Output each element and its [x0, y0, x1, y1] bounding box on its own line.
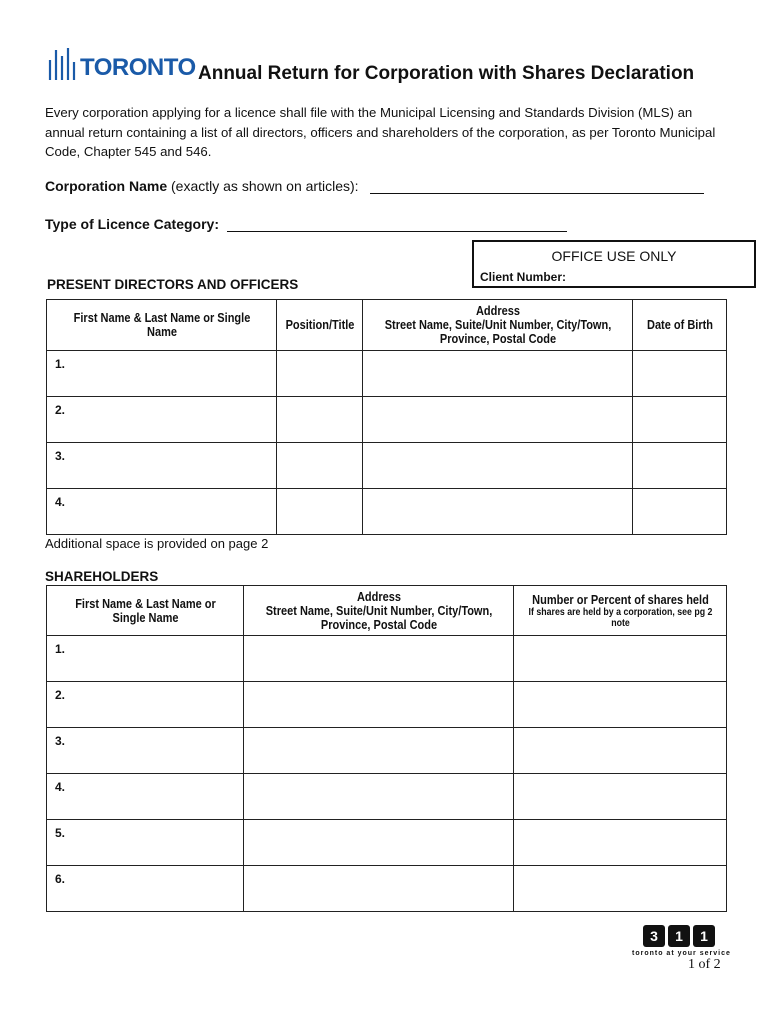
- shareholder-shares-cell[interactable]: [514, 820, 727, 866]
- shareholder-address-cell[interactable]: [244, 636, 514, 682]
- shareholder-name-cell[interactable]: [47, 728, 244, 774]
- shares-title: Number or Percent of shares held: [531, 592, 709, 607]
- licence-category-field[interactable]: [45, 216, 567, 232]
- director-address-cell[interactable]: [363, 489, 633, 535]
- shareholders-col-name: First Name & Last Name or Single Name: [58, 586, 231, 636]
- director-dob-cell[interactable]: [633, 351, 727, 397]
- shareholder-address-cell[interactable]: [244, 728, 514, 774]
- shareholder-name-cell[interactable]: [47, 866, 244, 912]
- shareholders-header-row: [47, 586, 727, 636]
- table-row: [47, 866, 727, 912]
- table-row: [47, 489, 727, 535]
- shareholder-address-cell[interactable]: [244, 866, 514, 912]
- shareholders-table: [46, 585, 727, 912]
- row-number: 2.: [55, 403, 66, 417]
- table-row: [47, 820, 727, 866]
- shareholder-shares-cell[interactable]: [514, 728, 727, 774]
- director-position-cell[interactable]: [277, 351, 363, 397]
- badge-caption: toronto at your service: [632, 950, 731, 957]
- licence-category-input-line[interactable]: [227, 231, 567, 232]
- corporation-name-hint: (exactly as shown on articles):: [171, 178, 359, 194]
- corporation-name-label: Corporation Name: [45, 178, 168, 194]
- table-row: [47, 682, 727, 728]
- directors-col-address: [379, 300, 617, 351]
- row-number: 1.: [55, 642, 66, 656]
- row-number: 4.: [55, 495, 66, 509]
- additional-space-note: Additional space is provided on page 2: [45, 536, 269, 551]
- row-number: 3.: [55, 734, 66, 748]
- badge-digit: 1: [668, 925, 690, 947]
- row-number: 5.: [55, 826, 66, 840]
- director-dob-cell[interactable]: [633, 397, 727, 443]
- shareholders-col-shares: [526, 586, 713, 636]
- shareholder-name-cell[interactable]: [47, 774, 244, 820]
- director-position-cell[interactable]: [277, 397, 363, 443]
- directors-col-position: Position/Title: [282, 300, 358, 351]
- director-dob-cell[interactable]: [633, 443, 727, 489]
- table-row: [47, 443, 727, 489]
- director-dob-cell[interactable]: [633, 489, 727, 535]
- table-row: [47, 351, 727, 397]
- shareholder-address-cell[interactable]: [244, 682, 514, 728]
- shareholders-heading: SHAREHOLDERS: [45, 569, 159, 584]
- corporation-name-field[interactable]: [45, 178, 704, 194]
- directors-address-title: Address: [475, 304, 520, 318]
- shareholder-shares-cell[interactable]: [514, 682, 727, 728]
- shares-note: If shares are held by a corporation, see pg 2 note: [528, 606, 712, 629]
- row-number: 1.: [55, 357, 66, 371]
- shareholder-shares-cell[interactable]: [514, 866, 727, 912]
- director-name-cell[interactable]: [47, 351, 277, 397]
- table-row: [47, 774, 727, 820]
- licence-category-label: Type of Licence Category:: [45, 216, 220, 232]
- shareholder-shares-cell[interactable]: [514, 774, 727, 820]
- shareholders-address-detail: Street Name, Suite/Unit Number, City/Town, Province, Postal Code: [265, 603, 492, 632]
- shareholder-address-cell[interactable]: [244, 774, 514, 820]
- shareholders-col-address: [260, 586, 498, 636]
- directors-header-row: [47, 300, 727, 351]
- page-title: Annual Return for Corporation with Shares Declaration: [198, 63, 695, 84]
- directors-table: [46, 299, 727, 535]
- office-use-title: OFFICE USE ONLY: [551, 248, 677, 264]
- logo-text: TORONTO: [80, 54, 196, 81]
- row-number: 3.: [55, 449, 66, 463]
- shareholder-name-cell[interactable]: [47, 682, 244, 728]
- row-number: 6.: [55, 872, 66, 886]
- shareholder-name-cell[interactable]: [47, 636, 244, 682]
- directors-col-dob: Date of Birth: [638, 300, 721, 351]
- shareholder-address-cell[interactable]: [244, 820, 514, 866]
- office-use-box: [472, 240, 756, 288]
- corporation-name-input-line[interactable]: [370, 193, 704, 194]
- intro-paragraph: Every corporation applying for a licence shall file with the Municipal Licensing and Standards Division (MLS) an annual return containing a list of all directors, officers and shareholders of the corporation, as per Toronto Municipal Code, Chapter 545 and 546.: [45, 105, 716, 159]
- table-row: [47, 636, 727, 682]
- shareholders-address-title: Address: [356, 589, 401, 604]
- directors-col-name: First Name & Last Name or Single Name: [60, 300, 262, 351]
- row-number: 4.: [55, 780, 66, 794]
- row-number: 2.: [55, 688, 66, 702]
- client-number-label: Client Number:: [480, 270, 567, 284]
- director-name-cell[interactable]: [47, 443, 277, 489]
- table-row: [47, 728, 727, 774]
- directors-address-detail: Street Name, Suite/Unit Number, City/Town, Province, Postal Code: [384, 318, 611, 346]
- director-position-cell[interactable]: [277, 443, 363, 489]
- director-address-cell[interactable]: [363, 351, 633, 397]
- director-position-cell[interactable]: [277, 489, 363, 535]
- directors-heading: PRESENT DIRECTORS AND OFFICERS: [47, 277, 299, 292]
- 311-badge-icon: [643, 925, 715, 947]
- badge-digit: 1: [693, 925, 715, 947]
- page-number: 1 of 2: [688, 957, 721, 972]
- director-address-cell[interactable]: [363, 397, 633, 443]
- director-name-cell[interactable]: [47, 397, 277, 443]
- shareholder-shares-cell[interactable]: [514, 636, 727, 682]
- director-name-cell[interactable]: [47, 489, 277, 535]
- director-address-cell[interactable]: [363, 443, 633, 489]
- table-row: [47, 397, 727, 443]
- shareholder-name-cell[interactable]: [47, 820, 244, 866]
- badge-digit: 3: [643, 925, 665, 947]
